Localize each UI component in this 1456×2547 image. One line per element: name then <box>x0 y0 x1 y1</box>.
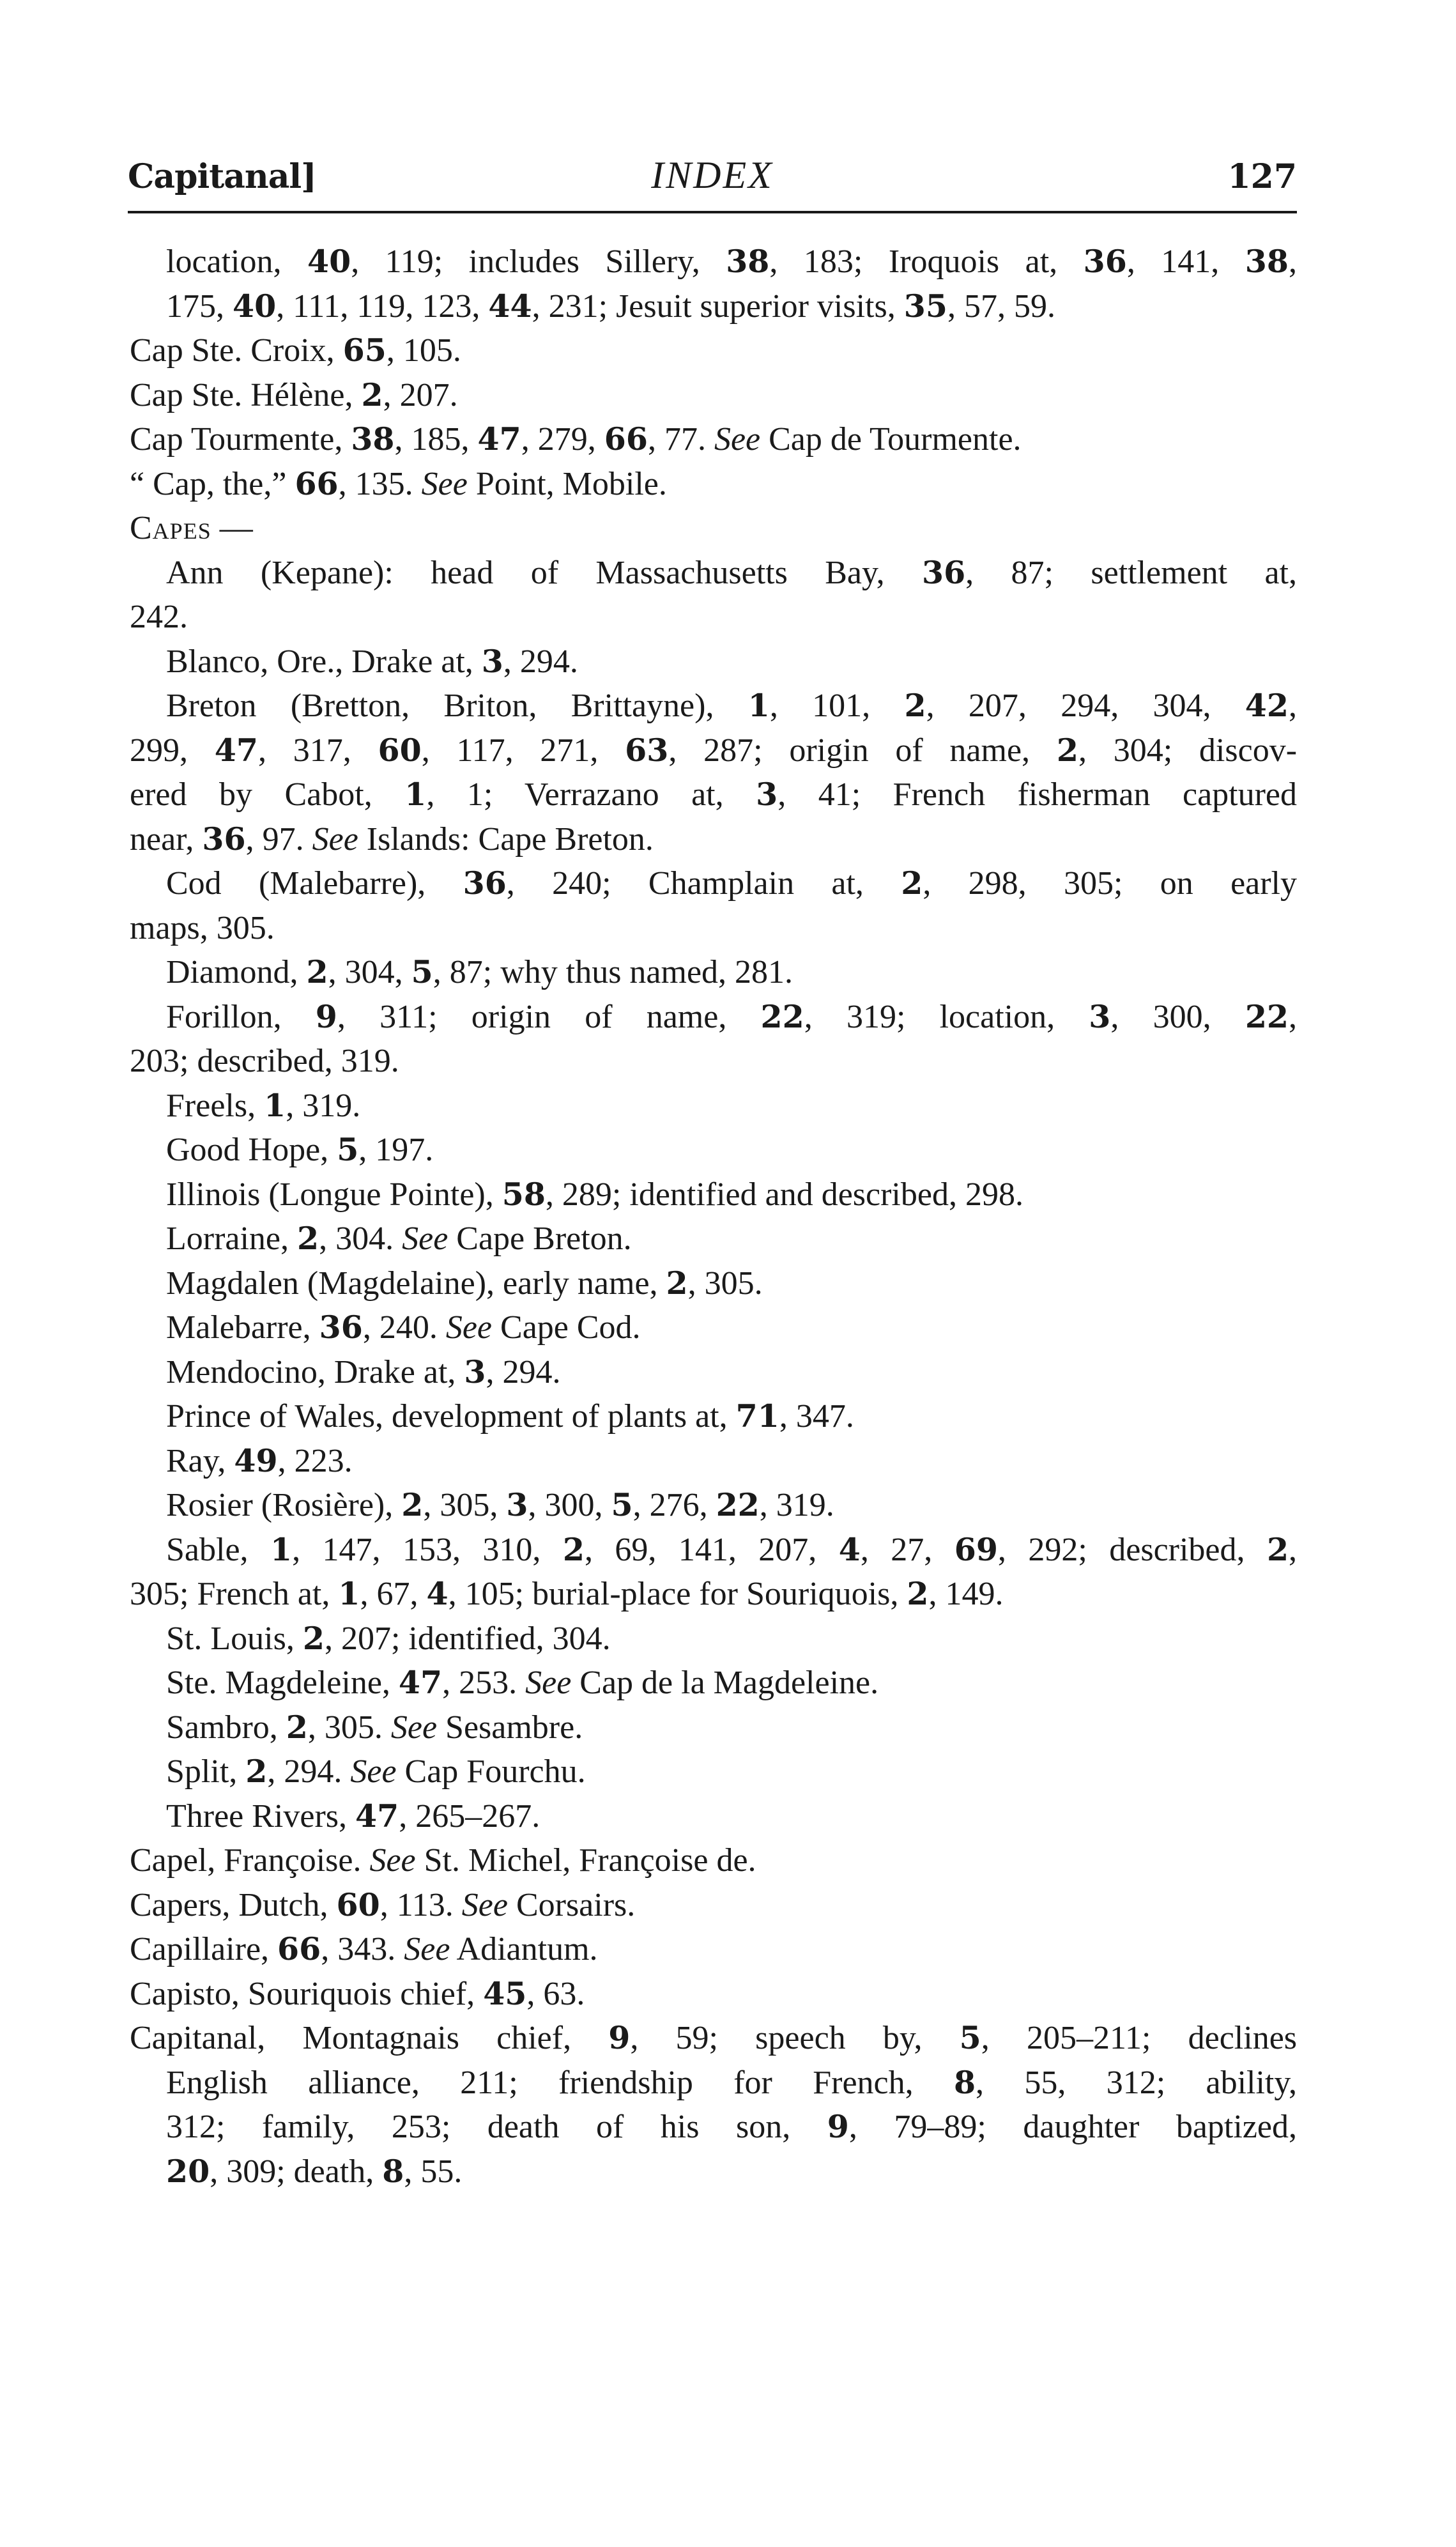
volume-number: 36 <box>463 865 507 902</box>
index-line <box>130 773 1297 817</box>
entry-text: Diamond, <box>166 954 307 990</box>
entry-text: , 205–211; declines <box>981 2020 1298 2056</box>
entry-text: , 183; Iroquois at, <box>769 243 1084 280</box>
volume-number: 69 <box>954 1530 998 1568</box>
volume-number: 22 <box>760 997 804 1035</box>
entry-text: , 55. <box>404 2153 463 2190</box>
volume-number: 2 <box>1266 1530 1289 1568</box>
index-line <box>130 1439 1297 1484</box>
entry-text: St. Louis, <box>166 1620 303 1657</box>
entry-text: Capisto, Souriquois chief, <box>130 1975 484 2012</box>
index-line <box>130 2105 1297 2150</box>
entry-text: , 276, <box>632 1487 716 1523</box>
volume-number: 20 <box>166 2152 210 2190</box>
entry-text: , 1; Verrazano at, <box>426 776 756 813</box>
entry-text: Cap de la Magdeleine. <box>571 1665 879 1701</box>
page-number: 127 <box>1227 157 1297 196</box>
see-reference: See <box>369 1842 416 1879</box>
index-line <box>130 1927 1297 1972</box>
entry-text: Ray, <box>166 1442 234 1479</box>
index-line <box>130 1705 1297 1750</box>
volume-number: 2 <box>1056 731 1078 769</box>
entry-text: , 287; origin of name, <box>668 732 1057 769</box>
entry-text: — <box>211 510 253 546</box>
entry-text: , 197. <box>358 1132 434 1168</box>
volume-number: 2 <box>562 1530 585 1568</box>
entry-text: Mendocino, Drake at, <box>166 1353 464 1390</box>
volume-number: 40 <box>233 287 277 325</box>
volume-number: 38 <box>351 420 395 458</box>
volume-number: 36 <box>202 820 246 858</box>
index-line <box>130 328 1297 373</box>
entry-text: , 97. <box>245 820 312 858</box>
index-entries <box>130 240 1297 2194</box>
entry-text: Ann (Kepane): head of Massachusetts Bay, <box>166 554 922 591</box>
volume-number: 1 <box>264 1086 286 1124</box>
volume-number: 66 <box>295 465 339 502</box>
entry-text: , 57, 59. <box>947 288 1055 325</box>
entry-text: Sable, <box>166 1531 270 1568</box>
entry-text: , 317, <box>257 732 378 769</box>
entry-text: , 185, <box>394 421 478 458</box>
index-line <box>130 1572 1297 1617</box>
volume-number: 60 <box>378 731 422 769</box>
see-reference: See <box>402 1220 448 1257</box>
entry-heading: Capes <box>130 510 211 546</box>
volume-number: 2 <box>901 865 923 902</box>
entry-text: , <box>1289 243 1297 280</box>
entry-text: , 309; death, <box>210 2153 383 2190</box>
entry-text: 203; described, 319. <box>130 1043 399 1079</box>
entry-text: , 87; why thus named, 281. <box>433 954 793 990</box>
volume-number: 47 <box>398 1664 443 1701</box>
volume-number: 42 <box>1245 687 1289 724</box>
volume-number: 44 <box>488 287 532 325</box>
volume-number: 1 <box>338 1575 360 1612</box>
entry-text: Split, <box>166 1753 246 1790</box>
volume-number: 38 <box>1245 243 1289 280</box>
entry-text: , 87; settlement at, <box>965 554 1297 591</box>
volume-number: 65 <box>342 332 387 369</box>
index-line <box>130 595 1297 640</box>
volume-number: 4 <box>838 1530 861 1568</box>
index-line <box>130 2150 1297 2194</box>
volume-number: 40 <box>307 243 351 280</box>
entry-text: , 319. <box>759 1487 834 1523</box>
entry-text: , 207, 294, 304, <box>926 688 1245 724</box>
index-line <box>130 240 1297 284</box>
entry-text: , 67, <box>360 1576 427 1612</box>
entry-text: Cod (Malebarre), <box>166 865 463 902</box>
entry-text: , 265–267. <box>399 1797 540 1835</box>
index-line <box>130 551 1297 596</box>
entry-text: Capitanal, Montagnais chief, <box>130 2020 609 2056</box>
entry-text: Forillon, <box>166 998 316 1035</box>
entry-text: , 304; discov- <box>1078 732 1298 769</box>
index-line <box>130 1838 1297 1883</box>
entry-text: , 305. <box>307 1709 391 1746</box>
volume-number: 9 <box>315 997 337 1035</box>
entry-text: Cape Cod. <box>492 1309 641 1346</box>
entry-text: , 69, 141, 207, <box>584 1531 839 1568</box>
entry-text: , 298, 305; on early <box>923 865 1297 902</box>
volume-number: 47 <box>214 731 258 769</box>
entry-text: , 343. <box>321 1931 404 1967</box>
page-header <box>128 146 1297 203</box>
index-line <box>130 1128 1297 1173</box>
entry-text: Cap Tourmente, <box>130 421 351 458</box>
entry-text: English alliance, 211; friendship for French, <box>166 2064 954 2101</box>
index-line <box>130 817 1297 862</box>
entry-text: , 305, <box>423 1487 507 1523</box>
entry-text: , 294. <box>503 643 578 680</box>
volume-number: 5 <box>411 953 433 990</box>
index-line <box>130 2061 1297 2105</box>
entry-text: Adiantum. <box>450 1931 598 1967</box>
entry-text: , 147, 153, 310, <box>292 1531 563 1568</box>
volume-number: 9 <box>608 2019 631 2056</box>
volume-number: 2 <box>297 1220 319 1257</box>
index-line <box>130 1972 1297 2017</box>
header-rule <box>128 211 1297 213</box>
entry-text: , 79–89; daughter baptized, <box>848 2109 1297 2145</box>
index-line <box>130 1750 1297 1794</box>
entry-text: Illinois (Longue Pointe), <box>166 1176 502 1213</box>
index-line <box>130 1394 1297 1439</box>
volume-number: 3 <box>481 642 503 680</box>
entry-text: , 292; described, <box>997 1531 1267 1568</box>
volume-number: 3 <box>464 1353 486 1390</box>
see-reference: See <box>461 1886 508 1923</box>
entry-text: Breton (Bretton, Briton, Brittayne), <box>166 688 748 724</box>
entry-text: , 119; includes Sillery, <box>351 243 726 280</box>
volume-number: 2 <box>306 953 328 990</box>
volume-number: 66 <box>277 1930 321 1967</box>
index-line <box>130 1305 1297 1350</box>
see-reference: See <box>421 465 468 502</box>
entry-text: 305; French at, <box>130 1576 339 1612</box>
entry-text: Three Rivers, <box>166 1797 356 1835</box>
entry-text: , 319. <box>286 1087 361 1124</box>
entry-text: Rosier (Rosière), <box>166 1487 402 1523</box>
entry-text: Freels, <box>166 1087 264 1124</box>
index-line <box>130 995 1297 1040</box>
volume-number: 5 <box>337 1131 359 1168</box>
see-reference: See <box>350 1753 397 1790</box>
index-line <box>130 1350 1297 1395</box>
entry-text: , 207; identified, 304. <box>324 1620 611 1657</box>
entry-text: St. Michel, Françoise de. <box>415 1842 756 1879</box>
volume-number: 49 <box>234 1442 278 1479</box>
index-line <box>130 1217 1297 1261</box>
volume-number: 5 <box>611 1486 633 1523</box>
entry-text: Cap de Tourmente. <box>760 421 1022 458</box>
entry-text: , 300, <box>1110 998 1245 1035</box>
index-line <box>130 284 1297 329</box>
see-reference: See <box>312 820 358 858</box>
volume-number: 58 <box>502 1175 546 1213</box>
index-line <box>130 1261 1297 1306</box>
entry-text: , 141, <box>1126 243 1245 280</box>
entry-text: , 135. <box>338 465 422 502</box>
entry-text: , 305. <box>687 1265 763 1302</box>
see-reference: See <box>714 421 761 458</box>
entry-text: , 294. <box>267 1753 351 1790</box>
entry-text: Magdalen (Magdelaine), early name, <box>166 1265 666 1302</box>
index-line <box>130 684 1297 728</box>
index-line <box>130 2016 1297 2061</box>
entry-text: , <box>1289 998 1298 1035</box>
index-line <box>130 906 1297 951</box>
volume-number: 47 <box>355 1797 399 1835</box>
volume-number: 8 <box>953 2063 976 2101</box>
entry-text: Sambro, <box>166 1709 286 1746</box>
entry-text: Capel, Françoise. <box>130 1842 370 1879</box>
volume-number: 63 <box>625 731 669 769</box>
see-reference: See <box>404 1931 450 1967</box>
entry-text: , 55, 312; ability, <box>976 2064 1297 2101</box>
entry-text: , 240; Champlain at, <box>506 865 901 902</box>
index-line <box>130 1528 1297 1573</box>
volume-number: 22 <box>716 1486 760 1523</box>
volume-number: 36 <box>319 1309 363 1346</box>
see-reference: See <box>445 1309 493 1346</box>
entry-text: Corsairs. <box>507 1886 636 1923</box>
entry-text: , 231; Jesuit superior visits, <box>532 288 904 325</box>
volume-number: 2 <box>286 1708 308 1746</box>
volume-number: 2 <box>907 1575 929 1612</box>
entry-text: Sesambre. <box>437 1709 583 1746</box>
entry-text: Point, Mobile. <box>467 465 667 502</box>
entry-text: Ste. Magdeleine, <box>166 1665 399 1701</box>
entry-text: “ Cap, the,” <box>130 465 295 502</box>
entry-text: , 311; origin of name, <box>337 998 761 1035</box>
entry-text: Islands: Cape Breton. <box>358 820 654 858</box>
entry-text: , 77. <box>647 421 714 458</box>
volume-number: 2 <box>904 687 926 724</box>
index-line <box>130 1883 1297 1928</box>
volume-number: 3 <box>506 1486 528 1523</box>
entry-text: Cap Fourchu. <box>396 1753 586 1790</box>
volume-number: 4 <box>426 1575 448 1612</box>
volume-number: 5 <box>959 2019 981 2056</box>
entry-text: , 105. <box>386 332 461 369</box>
volume-number: 60 <box>336 1886 380 1923</box>
entry-text: , <box>1289 1531 1298 1568</box>
volume-number: 2 <box>245 1753 268 1790</box>
entry-text: , 319; location, <box>804 998 1089 1035</box>
index-line <box>130 417 1297 462</box>
entry-text: Blanco, Ore., Drake at, <box>166 643 482 680</box>
index-line <box>130 1661 1297 1705</box>
index-line <box>130 728 1297 773</box>
index-line <box>130 462 1297 507</box>
entry-text: 312; family, 253; death of his son, <box>166 2109 827 2145</box>
volume-number: 2 <box>302 1619 325 1657</box>
volume-number: 1 <box>747 687 770 724</box>
volume-number: 1 <box>404 776 427 813</box>
entry-text: near, <box>130 820 203 858</box>
entry-text: , <box>1289 688 1297 724</box>
index-line <box>130 506 1297 551</box>
entry-text: , 63. <box>526 1975 585 2012</box>
volume-number: 2 <box>361 376 383 413</box>
running-head: Capitanal] <box>128 157 316 196</box>
volume-number: 3 <box>1089 997 1111 1035</box>
index-line <box>130 861 1297 906</box>
index-line <box>130 1039 1297 1084</box>
entry-text: Capers, Dutch, <box>130 1886 337 1923</box>
entry-text: , 223. <box>277 1442 353 1479</box>
volume-number: 2 <box>666 1264 688 1302</box>
index-line <box>130 1617 1297 1661</box>
volume-number: 22 <box>1245 997 1289 1035</box>
see-reference: See <box>525 1665 572 1701</box>
entry-text: , 41; French fisherman captured <box>778 776 1298 813</box>
entry-text: ered by Cabot, <box>130 776 405 813</box>
entry-text: location, <box>166 243 307 280</box>
volume-number: 45 <box>483 1974 527 2012</box>
entry-text: Lorraine, <box>166 1220 298 1257</box>
index-line <box>130 1084 1297 1128</box>
volume-number: 36 <box>921 553 966 591</box>
volume-number: 9 <box>827 2108 849 2145</box>
index-line <box>130 640 1297 684</box>
entry-text: 299, <box>130 732 215 769</box>
volume-number: 66 <box>604 420 648 458</box>
entry-text: , 105; burial-place for Souriquois, <box>448 1576 907 1612</box>
index-line <box>130 1483 1297 1528</box>
entry-text: , 253. <box>442 1665 526 1701</box>
entry-text: , 113. <box>379 1886 462 1923</box>
volume-number: 36 <box>1083 243 1127 280</box>
entry-text: 242. <box>130 599 188 635</box>
index-line <box>130 950 1297 995</box>
volume-number: 47 <box>477 420 521 458</box>
entry-text: Capillaire, <box>130 1931 278 1967</box>
volume-number: 71 <box>735 1397 779 1435</box>
entry-text: , 240. <box>362 1309 446 1346</box>
volume-number: 38 <box>726 243 770 280</box>
page-title: INDEX <box>651 154 774 196</box>
volume-number: 35 <box>903 287 947 325</box>
entry-text: Cap Ste. Croix, <box>130 332 343 369</box>
index-line <box>130 1794 1297 1839</box>
index-line <box>130 1173 1297 1217</box>
entry-text: Cap Ste. Hélène, <box>130 376 362 413</box>
entry-text: , 347. <box>779 1398 854 1435</box>
entry-text: Malebarre, <box>166 1309 319 1346</box>
entry-text: , 27, <box>860 1531 954 1568</box>
entry-text: , 111, 119, 123, <box>276 288 489 325</box>
entry-text: , 279, <box>521 421 604 458</box>
volume-number: 3 <box>756 776 778 813</box>
entry-text: , 101, <box>769 688 905 724</box>
index-line <box>130 373 1297 418</box>
entry-text: Prince of Wales, development of plants at, <box>166 1398 736 1435</box>
entry-text: 175, <box>166 288 233 325</box>
entry-text: , 207. <box>383 376 458 413</box>
see-reference: See <box>390 1709 438 1746</box>
entry-text: , 304. <box>319 1220 402 1257</box>
entry-text: , 289; identified and described, 298. <box>545 1176 1023 1213</box>
volume-number: 1 <box>270 1530 293 1568</box>
entry-text: maps, 305. <box>130 909 275 946</box>
entry-text: , 117, 271, <box>421 732 625 769</box>
entry-text: Good Hope, <box>166 1132 337 1168</box>
entry-text: , 300, <box>528 1487 611 1523</box>
entry-text: , 294. <box>486 1353 561 1390</box>
entry-text: , 304, <box>328 954 411 990</box>
volume-number: 8 <box>382 2152 404 2190</box>
entry-text: Cape Breton. <box>448 1220 632 1257</box>
entry-text: , 59; speech by, <box>630 2020 960 2056</box>
entry-text: , 149. <box>928 1576 1004 1612</box>
volume-number: 2 <box>401 1486 424 1523</box>
